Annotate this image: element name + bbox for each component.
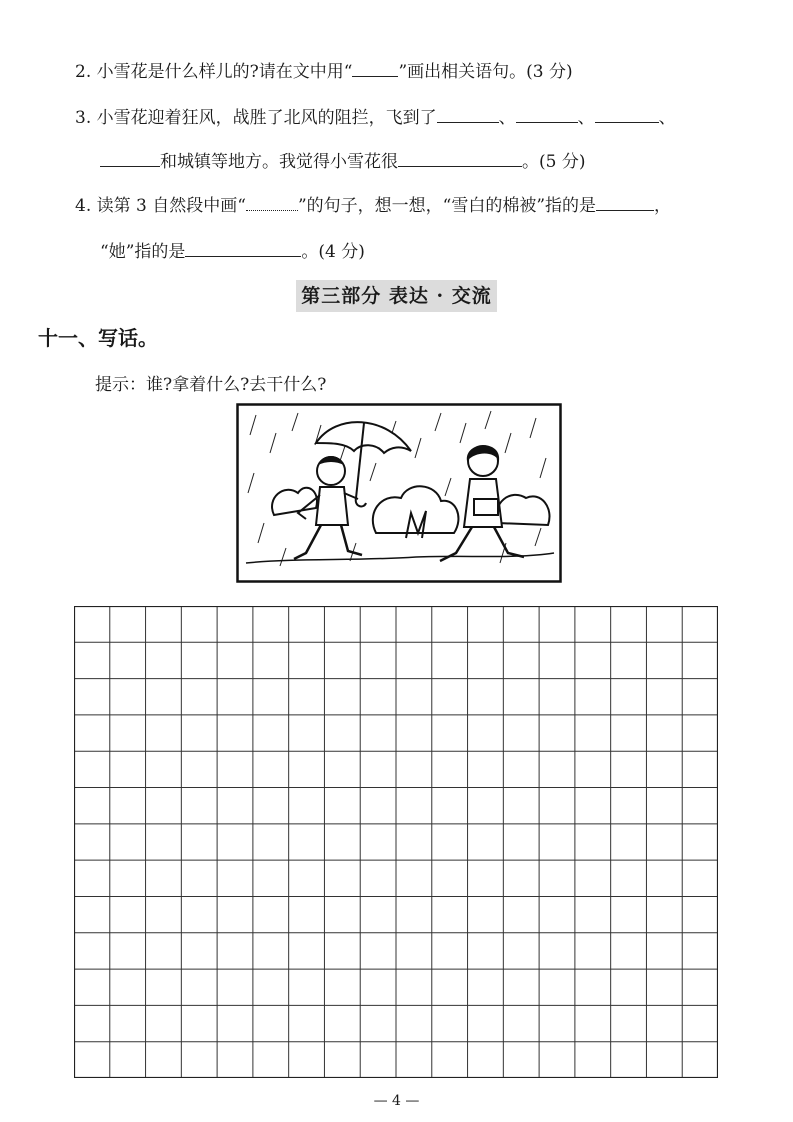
page-number: — 4 —: [373, 1093, 420, 1109]
question-3-line-1: [75, 104, 676, 130]
answer-blank[interactable]: [185, 238, 301, 257]
wavy-underline-mark: [246, 192, 298, 211]
question-4-line-2: [100, 238, 365, 264]
answer-blank[interactable]: [398, 148, 522, 167]
answer-blank[interactable]: [437, 104, 499, 123]
question-2: [75, 58, 573, 84]
question-4-text-c: ，: [654, 196, 672, 216]
section-title: 第三部分 表达 · 交流: [296, 280, 497, 312]
question-2-text-b: ”画出相关语句。(3 分): [398, 62, 573, 82]
answer-blank[interactable]: [100, 148, 160, 167]
question-4-text-e: 。(4 分): [301, 242, 365, 262]
answer-blank[interactable]: [596, 192, 654, 211]
answer-blank[interactable]: [595, 104, 659, 123]
question-3-text-a: 3. 小雪花迎着狂风，战胜了北风的阻拦，飞到了: [75, 108, 437, 128]
question-4-text-b: ”的句子，想一想，“雪白的棉被”指的是: [297, 196, 597, 216]
question-3-text-c: 。(5 分): [522, 152, 586, 172]
answer-blank[interactable]: [352, 58, 398, 77]
answer-blank[interactable]: [516, 104, 578, 123]
writing-grid[interactable]: [74, 606, 718, 1078]
question-4-text-d: “她”指的是: [100, 242, 186, 262]
question-4-line-1: [75, 192, 671, 218]
question-3-text-b: 和城镇等地方。我觉得小雪花很: [160, 152, 398, 172]
question-4-text-a: 4. 读第 3 自然段中画“: [75, 196, 246, 216]
writing-hint: 提示：谁?拿着什么?去干什么?: [95, 375, 327, 395]
separator: 、: [577, 108, 595, 128]
writing-heading: 十一、写话。: [38, 326, 158, 350]
question-2-text-a: 2. 小雪花是什么样儿的?请在文中用“: [75, 62, 353, 82]
separator: 、: [658, 108, 676, 128]
separator: 、: [498, 108, 516, 128]
question-3-line-2: [100, 148, 585, 174]
rain-illustration: [236, 403, 562, 583]
